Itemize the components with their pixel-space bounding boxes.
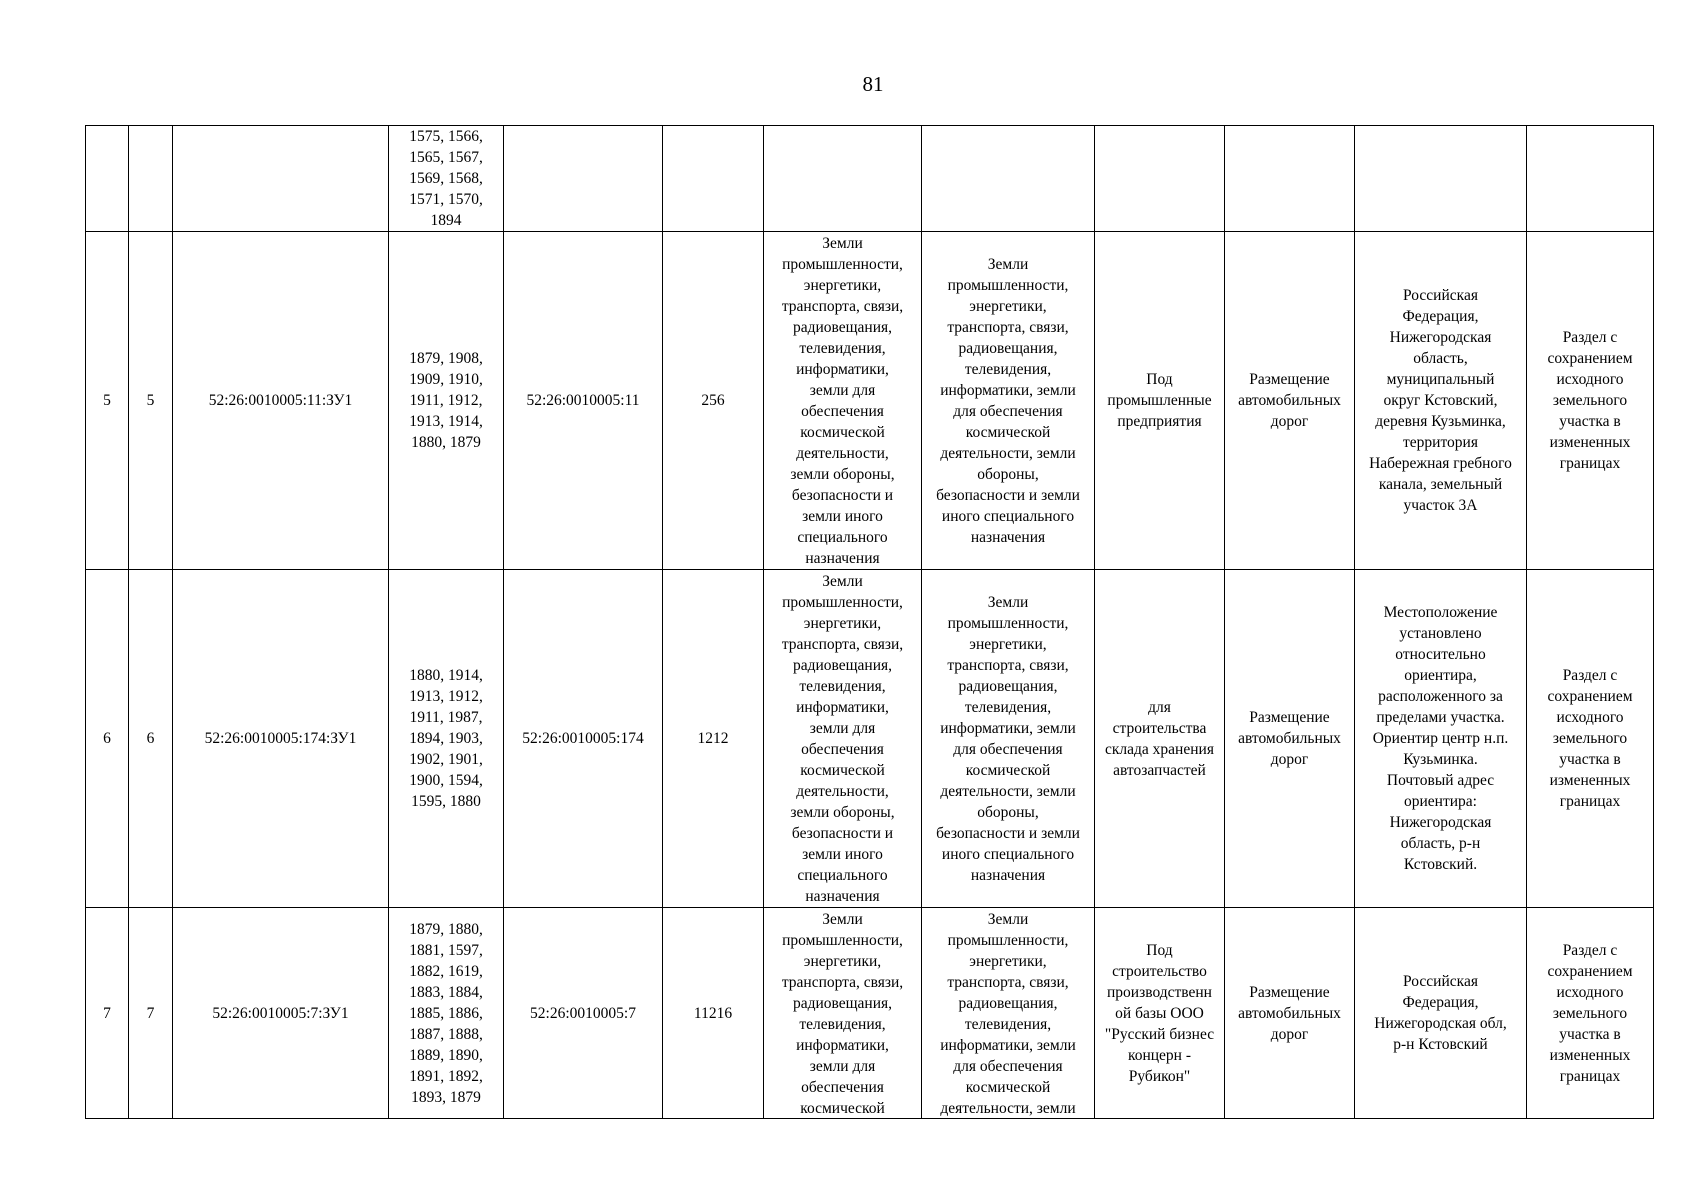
cell-text-line: область, р-н [1400, 835, 1481, 852]
cell-text-line: Российская [1403, 973, 1478, 990]
cell-text-line: радиовещания, [792, 656, 893, 674]
cell-text-line: энергетики, [969, 635, 1047, 653]
cell-text-line: промышленности, [947, 614, 1069, 632]
land-category-after-cell [922, 570, 1095, 908]
cell-text-line: безопасности и [791, 486, 894, 504]
cell-text-line: дорог [1270, 751, 1309, 768]
cell-text-line: безопасности и земли [936, 824, 1080, 842]
cell-text-line: промышленности, [947, 276, 1069, 294]
cell-text-line: транспорта, связи, [947, 318, 1069, 336]
cell-text-line: Почтовый адрес [1386, 772, 1495, 789]
cell-text-line: космической [965, 423, 1051, 441]
cell-text: 256 [701, 392, 725, 409]
land-category-after-cell [922, 232, 1095, 570]
cell-text-line: для обеспечения [953, 1057, 1063, 1075]
cell-text-line: телевидения, [964, 360, 1052, 378]
cell-text-line: 1879, 1908, [409, 350, 483, 367]
table-row [86, 570, 1654, 908]
cell-text-line: Земли [987, 593, 1029, 611]
cell-text-line: 1893, 1879 [411, 1088, 481, 1106]
cell-text-line: ориентира, [1404, 667, 1477, 684]
cell-text-line: радиовещания, [958, 994, 1058, 1012]
land-category-before-cell [764, 126, 922, 232]
cell-text-line: границах [1559, 455, 1621, 472]
cell-text-line: радиовещания, [792, 318, 893, 336]
cell-text-line: транспорта, связи, [947, 656, 1069, 674]
cell-text: 52:26:0010005:7 [530, 1004, 636, 1022]
permitted-use-after-cell [1225, 126, 1355, 232]
cell-text-line: Кузьминка. [1403, 751, 1478, 768]
cell-text-line: измененных [1549, 434, 1631, 451]
cell-text-line: территория [1403, 434, 1478, 451]
cell-text-line: энергетики, [969, 952, 1047, 970]
cell-text-line: деятельности, [796, 782, 889, 800]
cell-text-line: 1900, 1594, [409, 772, 483, 789]
cell-text-line: 1913, 1912, [409, 688, 483, 705]
cell-text-line: 1569, 1568, [409, 169, 483, 187]
cell-text-line: телевидения, [799, 339, 886, 357]
cell-text-line: информатики, [796, 360, 889, 378]
new-parcel-number-cell [173, 126, 389, 232]
cell-text: 7 [146, 1004, 155, 1022]
permitted-use-after-cell [1225, 232, 1355, 570]
cell-text-line: автомобильных [1238, 1004, 1341, 1022]
cell-text-line: космической [965, 1078, 1051, 1096]
cell-text-line: энергетики, [969, 297, 1047, 315]
cell-text-line: 1883, 1884, [409, 983, 483, 1001]
cell-text-line: земли для [809, 1057, 876, 1075]
cell-text-line: строительство [1112, 962, 1207, 980]
cell-text-line: для обеспечения [953, 402, 1063, 420]
cell-text-line: земли иного [802, 845, 883, 863]
cell-text-line: границах [1559, 793, 1621, 810]
area-cell [663, 126, 764, 232]
cell-text-line: Раздел с [1562, 329, 1618, 346]
land-category-before-cell [764, 570, 922, 908]
cell-text-line: 1882, 1619, [409, 962, 483, 980]
cell-text-line: Размещение [1249, 983, 1330, 1001]
cell-text-line: Земли [987, 255, 1029, 273]
area-cell [663, 570, 764, 908]
cell-text-line: 1894 [430, 211, 462, 229]
formation-method-cell [1527, 232, 1654, 570]
cell-text-line: транспорта, связи, [781, 635, 904, 653]
land-category-after-cell [922, 126, 1095, 232]
cell-text-line: земли иного [802, 507, 883, 525]
cell-text-line: границах [1559, 1067, 1621, 1085]
cell-text-line: деятельности, земли [940, 444, 1076, 462]
cell-text-line: производственн [1107, 983, 1212, 1001]
cell-text-line: 1911, 1987, [409, 709, 483, 726]
cell-text-line: иного специального [941, 507, 1075, 525]
cell-text-line: концерн - [1127, 1046, 1192, 1064]
cell-text-line: назначения [970, 866, 1046, 884]
cell-text-line: склада хранения [1105, 740, 1214, 758]
formation-method-cell [1527, 908, 1654, 1119]
cell-text-line: 1887, 1888, [409, 1025, 483, 1043]
permitted-use-before-cell [1095, 126, 1225, 232]
sub-number-cell [129, 570, 173, 908]
cell-text: 5 [103, 392, 111, 409]
cell-text-line: исходного [1556, 371, 1624, 388]
cell-text-line: Федерация, [1402, 994, 1479, 1011]
cell-text-line: муниципальный [1386, 371, 1495, 388]
cell-text-line: земли обороны, [790, 465, 895, 483]
table-row [86, 126, 1654, 232]
cell-text-line: назначения [970, 528, 1046, 546]
cell-text-line: Земли [987, 910, 1029, 928]
cell-text-line: расположенного за [1378, 688, 1503, 705]
cell-text-line: специального [797, 866, 888, 884]
cell-text-line: Размещение [1249, 371, 1330, 388]
cell-text-line: промышленные [1107, 392, 1212, 409]
cell-text-line: 1902, 1901, [409, 751, 483, 768]
cell-text-line: 1913, 1914, [409, 413, 483, 430]
cell-text-line: телевидения, [964, 1015, 1052, 1033]
cell-text-line: сохранением [1547, 962, 1633, 980]
cell-text-line: Земли [822, 910, 863, 928]
cell-text-line: 1894, 1903, [409, 730, 483, 747]
area-cell [663, 908, 764, 1119]
cell-text-line: деятельности, [796, 444, 889, 462]
cell-text-line: энергетики, [803, 276, 882, 294]
boundary-points-cell [389, 908, 504, 1119]
table-body [86, 126, 1654, 1119]
new-parcel-number-cell [173, 232, 389, 570]
cell-text-line: Российская [1403, 287, 1478, 304]
cell-text-line: радиовещания, [792, 994, 893, 1012]
cell-text: 52:26:0010005:11:ЗУ1 [208, 392, 353, 409]
cell-text-line: участка в [1559, 413, 1621, 430]
cell-text-line: сохранением [1547, 688, 1633, 705]
cell-text-line: транспорта, связи, [781, 973, 904, 991]
cell-text-line: земельного [1552, 1004, 1628, 1022]
cell-text-line: автомобильных [1238, 392, 1341, 409]
cell-text-line: сохранением [1547, 350, 1633, 367]
cell-text-line: строительства [1112, 719, 1207, 737]
cell-text-line: телевидения, [799, 1015, 886, 1033]
cell-text-line: космической [800, 423, 885, 441]
cell-text-line: канала, земельный [1378, 476, 1503, 493]
area-cell [663, 232, 764, 570]
cell-text-line: земли для [809, 381, 876, 399]
cell-text: 52:26:0010005:174:ЗУ1 [204, 730, 357, 747]
cell-text-line: деревня Кузьминка, [1375, 413, 1506, 430]
cell-text-line: предприятия [1117, 413, 1202, 430]
source-parcel-number-cell [504, 908, 663, 1119]
cell-text-line: энергетики, [803, 952, 882, 970]
cell-text-line: назначения [805, 887, 880, 905]
cell-text-line: ой базы ООО [1115, 1004, 1204, 1022]
cell-text-line: 1911, 1912, [409, 392, 483, 409]
cell-text-line: Местоположение [1383, 604, 1498, 621]
cell-text-line: транспорта, связи, [781, 297, 904, 315]
cell-text-line: пределами участка. [1376, 709, 1505, 726]
row-number-cell [86, 908, 129, 1119]
cell-text-line: промышленности, [947, 931, 1069, 949]
table-row [86, 908, 1654, 1119]
cell-text-line: измененных [1549, 772, 1631, 789]
cell-text-line: безопасности и [791, 824, 894, 842]
cell-text-line: дорог [1270, 413, 1309, 430]
cell-text-line: 1880, 1879 [411, 434, 481, 451]
row-number-cell [86, 232, 129, 570]
permitted-use-after-cell [1225, 908, 1355, 1119]
cell-text: 6 [103, 730, 111, 747]
cell-text-line: деятельности, земли [940, 782, 1076, 800]
cell-text-line: Набережная гребного [1369, 455, 1512, 472]
cell-text-line: округ Кстовский, [1383, 392, 1498, 409]
cell-text: 6 [146, 730, 155, 747]
cell-text-line: земельного [1552, 392, 1628, 409]
permitted-use-after-cell [1225, 570, 1355, 908]
boundary-points-cell [389, 126, 504, 232]
address-cell [1355, 126, 1527, 232]
cell-text-line: р-н Кстовский [1393, 1036, 1488, 1053]
cell-text-line: информатики, земли [940, 1036, 1076, 1054]
cell-text: 52:26:0010005:11 [526, 392, 640, 409]
cell-text-line: обеспечения [801, 1078, 884, 1096]
sub-number-cell [129, 232, 173, 570]
address-cell [1355, 570, 1527, 908]
cell-text-line: земли обороны, [790, 803, 895, 821]
cell-text-line: участка в [1559, 751, 1621, 768]
cell-text-line: относительно [1395, 646, 1486, 663]
cell-text-line: информатики, [796, 698, 889, 716]
land-parcels-table [85, 125, 1654, 1119]
row-number-cell [86, 126, 129, 232]
cell-text-line: для [1148, 698, 1171, 716]
land-category-before-cell [764, 908, 922, 1119]
cell-text-line: 1565, 1567, [409, 148, 483, 166]
source-parcel-number-cell [504, 232, 663, 570]
cell-text-line: обороны, [977, 803, 1039, 821]
source-parcel-number-cell [504, 126, 663, 232]
cell-text-line: космической [965, 761, 1051, 779]
new-parcel-number-cell [173, 908, 389, 1119]
cell-text-line: Ориентир центр н.п. [1372, 730, 1509, 747]
cell-text-line: Нижегородская обл, [1374, 1015, 1507, 1032]
cell-text-line: участка в [1559, 1025, 1621, 1043]
new-parcel-number-cell [173, 570, 389, 908]
cell-text-line: 1909, 1910, [409, 371, 483, 388]
cell-text-line: 1889, 1890, [409, 1046, 483, 1064]
source-parcel-number-cell [504, 570, 663, 908]
cell-text-line: Нижегородская [1389, 329, 1492, 346]
cell-text-line: обеспечения [801, 740, 884, 758]
cell-text-line: 1885, 1886, [409, 1004, 483, 1022]
cell-text-line: космической [800, 761, 885, 779]
cell-text-line: 1575, 1566, [409, 127, 483, 145]
cell-text-line: для обеспечения [953, 740, 1063, 758]
boundary-points-cell [389, 232, 504, 570]
cell-text-line: назначения [805, 549, 880, 567]
cell-text-line: Раздел с [1562, 667, 1618, 684]
cell-text-line: промышленности, [782, 931, 903, 949]
cell-text-line: телевидения, [964, 698, 1052, 716]
cell-text-line: 1595, 1880 [411, 793, 481, 810]
cell-text-line: Кстовский. [1403, 856, 1478, 873]
cell-text-line: Земли [822, 572, 863, 590]
cell-text-line: автомобильных [1238, 730, 1341, 747]
cell-text: 11216 [693, 1004, 733, 1022]
cell-text-line: радиовещания, [958, 339, 1058, 357]
cell-text: 1212 [697, 730, 729, 747]
cell-text-line: обороны, [977, 465, 1039, 483]
cell-text-line: Федерация, [1402, 308, 1479, 325]
cell-text-line: Размещение [1249, 709, 1330, 726]
cell-text-line: Под [1146, 371, 1173, 388]
cell-text-line: иного специального [941, 845, 1075, 863]
cell-text: 5 [146, 392, 155, 409]
cell-text-line: космической [800, 1099, 885, 1117]
formation-method-cell [1527, 570, 1654, 908]
cell-text-line: специального [797, 528, 888, 546]
cell-text-line: область, [1413, 350, 1468, 367]
cell-text: 7 [103, 1004, 111, 1022]
cell-text-line: земельного [1552, 730, 1628, 747]
address-cell [1355, 908, 1527, 1119]
cell-text-line: безопасности и земли [936, 486, 1080, 504]
cell-text-line: 1881, 1597, [409, 941, 483, 959]
cell-text-line: 1879, 1880, [409, 920, 483, 938]
cell-text-line: 1880, 1914, [409, 667, 483, 684]
permitted-use-before-cell [1095, 908, 1225, 1119]
cell-text-line: Под [1146, 941, 1173, 959]
cell-text-line: информатики, земли [940, 381, 1076, 399]
address-cell [1355, 232, 1527, 570]
land-category-after-cell [922, 908, 1095, 1119]
cell-text-line: обеспечения [801, 402, 884, 420]
cell-text-line: 1891, 1892, [409, 1067, 483, 1085]
cell-text-line: информатики, земли [940, 719, 1076, 737]
formation-method-cell [1527, 126, 1654, 232]
sub-number-cell [129, 908, 173, 1119]
cell-text-line: автозапчастей [1113, 761, 1206, 779]
cell-text-line: участок 3А [1403, 497, 1478, 514]
boundary-points-cell [389, 570, 504, 908]
cell-text-line: промышленности, [782, 593, 903, 611]
cell-text-line: радиовещания, [958, 677, 1058, 695]
row-number-cell [86, 570, 129, 908]
cell-text-line: 1571, 1570, [409, 190, 483, 208]
cell-text-line: Нижегородская [1389, 814, 1492, 831]
permitted-use-before-cell [1095, 232, 1225, 570]
cell-text-line: энергетики, [803, 614, 882, 632]
cell-text-line: информатики, [796, 1036, 889, 1054]
cell-text-line: измененных [1549, 1046, 1631, 1064]
page-number: 81 [862, 72, 884, 96]
cell-text-line: Рубикон" [1128, 1067, 1191, 1085]
cell-text-line: "Русский бизнес [1104, 1025, 1215, 1043]
cell-text-line: ориентира: [1404, 793, 1477, 810]
permitted-use-before-cell [1095, 570, 1225, 908]
cell-text-line: Земли [822, 234, 863, 252]
table-row [86, 232, 1654, 570]
cell-text-line: земли для [809, 719, 876, 737]
cell-text-line: установлено [1399, 625, 1482, 642]
cell-text: 52:26:0010005:174 [522, 730, 644, 747]
cell-text-line: телевидения, [799, 677, 886, 695]
cell-text-line: исходного [1556, 709, 1624, 726]
cell-text-line: Раздел с [1562, 941, 1618, 959]
cell-text-line: промышленности, [782, 255, 903, 273]
cell-text-line: деятельности, земли [940, 1099, 1076, 1117]
sub-number-cell [129, 126, 173, 232]
land-category-before-cell [764, 232, 922, 570]
cell-text-line: дорог [1270, 1025, 1309, 1043]
cell-text-line: исходного [1556, 983, 1624, 1001]
cell-text: 52:26:0010005:7:ЗУ1 [212, 1004, 349, 1022]
cell-text-line: транспорта, связи, [947, 973, 1069, 991]
